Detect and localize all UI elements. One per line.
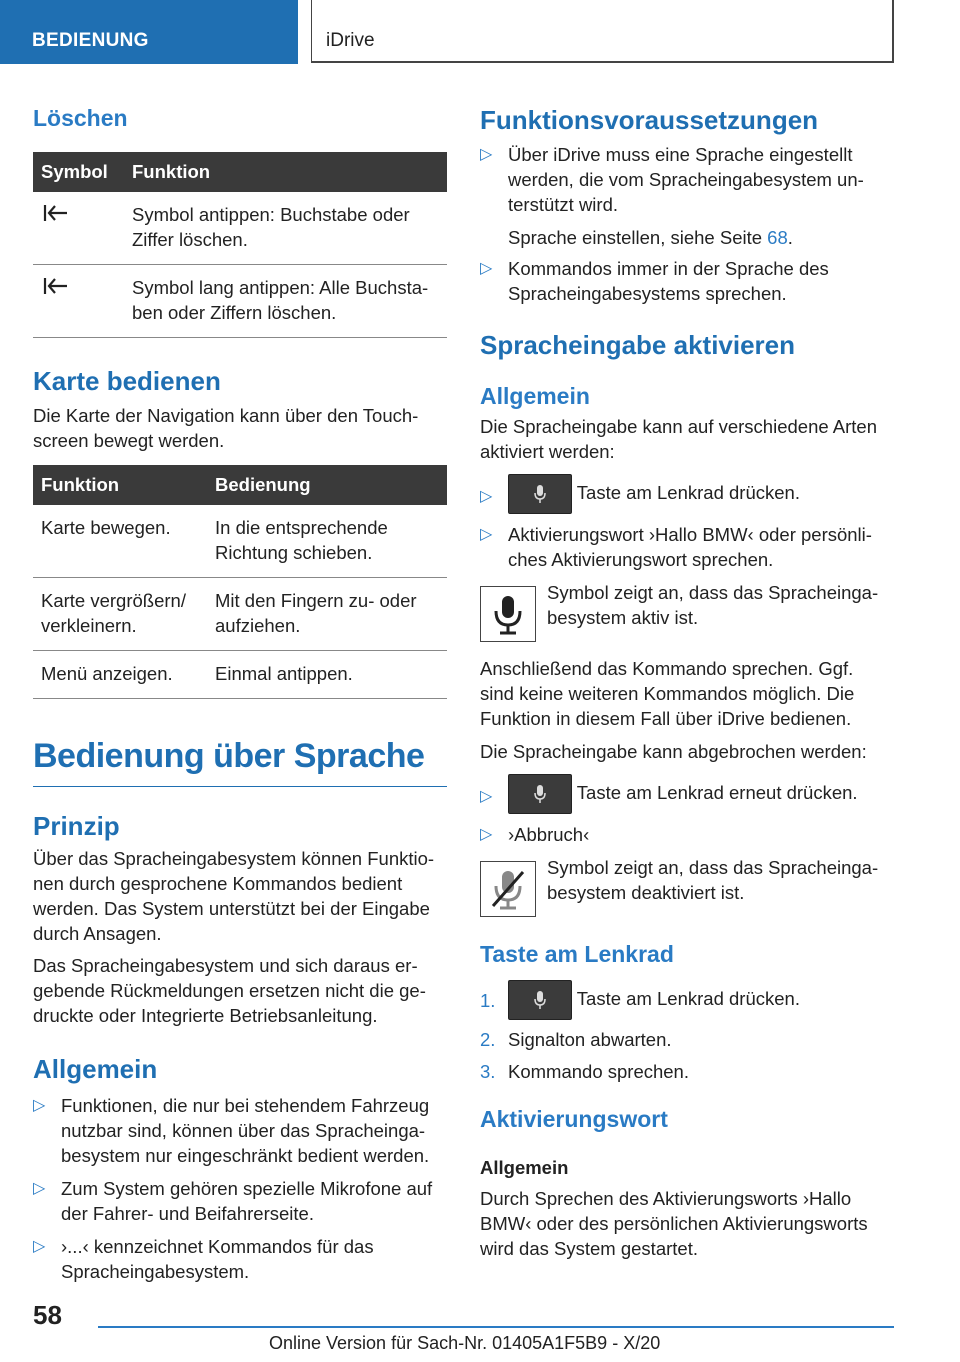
voraus-note: Sprache einstellen, siehe Seite 68. xyxy=(508,227,793,248)
list-item: ▷ Taste am Lenkrad erneut drücken. xyxy=(480,774,890,814)
footer-text: Online Version für Sach-Nr. 01405A1F5B9 - X/20 xyxy=(269,1333,661,1353)
prinzip-p2: Das Spracheingabesystem und sich daraus ergebende Rückmeldungen ersetzen nicht die gedruckte oder Integrierte Betriebsanleitung. xyxy=(33,955,426,1026)
list-item: 3. Kommando sprechen. xyxy=(480,1061,689,1082)
wort-p: Durch Sprechen des Aktivierungsworts ›Hallo BMW‹ oder des persönlichen Aktivierungsworts wird das System gestartet. xyxy=(480,1188,868,1259)
aktivieren-intro: Die Spracheingabe kann auf verschiedene Arten aktiviert werden: xyxy=(480,416,877,462)
wort-sub: Allgemein xyxy=(480,1157,569,1178)
table-row: Menü anzeigen. Einmal antippen. xyxy=(33,651,447,699)
microphone-active-icon xyxy=(480,586,536,642)
aktivieren-list xyxy=(480,474,890,572)
karte-title: Karte bedienen xyxy=(33,366,221,396)
triangle-bullet-icon: ▷ xyxy=(33,1097,46,1114)
karte-col-bedienung: Bedienung xyxy=(207,465,447,505)
triangle-bullet-icon: ▷ xyxy=(480,788,493,805)
table-row: Karte vergrößern/ verkleinern. Mit den Fingern zu- oder aufziehen. xyxy=(33,578,447,651)
microphone-off-icon xyxy=(480,861,536,917)
list-item: 2. Signalton abwarten. xyxy=(480,1029,672,1050)
abbruch-list xyxy=(480,774,890,847)
loeschen-title: Löschen xyxy=(33,105,128,131)
header-topic-tab xyxy=(311,0,894,63)
aktivieren-p1: Anschließend das Kommando sprechen. Ggf. sind keine weiteren Kommandos möglich. Die Funktion in diesem Fall über iDrive bedienen. xyxy=(480,658,855,729)
taste-title: Taste am Lenkrad xyxy=(480,941,674,967)
aktivieren-sub: Allgemein xyxy=(480,383,590,409)
list-item: 1. Taste am Lenkrad drücken. xyxy=(480,980,890,1020)
aktivieren-title: Spracheingabe aktivieren xyxy=(480,330,796,360)
right-column xyxy=(480,100,890,1261)
triangle-bullet-icon: ▷ xyxy=(480,826,493,843)
table-row xyxy=(33,265,447,338)
list-item: ▷ Funktionen, die nur bei stehendem Fahrzeug nutzbar sind, können über das Spracheingabesystem nur eingeschränkt bedient werden. xyxy=(33,1095,430,1166)
icon-note-active: Symbol zeigt an, dass das Spracheingabesystem aktiv ist. xyxy=(480,580,890,646)
list-item: ▷ ›Abbruch‹ xyxy=(480,824,590,845)
steering-voice-button-icon xyxy=(508,774,572,814)
karte-table xyxy=(33,465,447,699)
list-item: ▷ Kommandos immer in der Sprache des Spracheingabesystems sprechen. xyxy=(480,258,829,304)
triangle-bullet-icon: ▷ xyxy=(33,1180,46,1197)
aktivieren-p2: Die Spracheingabe kann abgebrochen werden: xyxy=(480,741,867,762)
loeschen-col-funktion: Funktion xyxy=(124,152,447,192)
allgemein-list xyxy=(33,1093,447,1284)
triangle-bullet-icon: ▷ xyxy=(480,488,493,505)
list-item: ▷ Aktivierungswort ›Hallo BMW‹ oder persönliches Aktivierungswort sprechen. xyxy=(480,524,872,570)
table-row xyxy=(33,192,447,265)
list-item: ▷ Zum System gehören spezielle Mikrofone auf der Fahrer- und Beifahrerseite. xyxy=(33,1178,433,1224)
loeschen-table xyxy=(33,152,447,338)
list-item: ▷ Taste am Lenkrad drücken. xyxy=(480,474,890,514)
allgemein-title: Allgemein xyxy=(33,1054,158,1084)
icon-note-inactive: Symbol zeigt an, dass das Spracheingabesystem deaktiviert ist. xyxy=(480,855,890,921)
karte-intro: Die Karte der Navigation kann über den Touchscreen bewegt werden. xyxy=(33,405,419,451)
left-column xyxy=(33,100,447,1284)
voraus-title: Funktionsvoraussetzungen xyxy=(480,105,819,135)
header-topic-label: iDrive xyxy=(326,30,375,51)
triangle-bullet-icon: ▷ xyxy=(33,1238,46,1255)
header-section-tab xyxy=(0,0,298,64)
sprache-title: Bedienung über Sprache xyxy=(33,737,447,787)
prinzip-title: Prinzip xyxy=(33,811,120,841)
backspace-icon xyxy=(41,207,71,228)
loeschen-row-text: Symbol antippen: Buchstabe oder Ziffer löschen. xyxy=(124,192,447,265)
page-link[interactable]: 68 xyxy=(767,227,788,248)
triangle-bullet-icon: ▷ xyxy=(480,146,493,163)
loeschen-row-text: Symbol lang antippen: Alle Buchstaben oder Ziffern löschen. xyxy=(124,265,447,338)
backspace-icon xyxy=(41,280,71,301)
list-item: ▷ ›...‹ kennzeichnet Kommandos für das Spracheingabesystem. xyxy=(33,1236,374,1282)
karte-col-funktion: Funktion xyxy=(33,465,207,505)
prinzip-p1: Über das Spracheingabesystem können Funktionen durch gesprochene Kommandos bedient werden. Das System unterstützt bei der Eingabe durch Ansagen. xyxy=(33,848,435,944)
triangle-bullet-icon: ▷ xyxy=(480,526,493,543)
steering-voice-button-icon xyxy=(508,980,572,1020)
table-row: Karte bewegen. In die entsprechende Richtung schieben. xyxy=(33,505,447,578)
loeschen-col-symbol: Symbol xyxy=(33,152,124,192)
list-item: ▷ Über iDrive muss eine Sprache eingestellt werden, die vom Spracheingabesystem unterstützt wird. Sprache einstellen, siehe Seite 68. xyxy=(480,142,890,250)
taste-steps xyxy=(480,980,890,1084)
wort-title: Aktivierungswort xyxy=(480,1106,668,1132)
triangle-bullet-icon: ▷ xyxy=(480,260,493,277)
voraus-list xyxy=(480,142,890,306)
header-section-label: BEDIENUNG xyxy=(32,30,149,51)
page-number: 58 xyxy=(33,1300,62,1330)
steering-voice-button-icon xyxy=(508,474,572,514)
footer-divider xyxy=(98,1326,894,1328)
